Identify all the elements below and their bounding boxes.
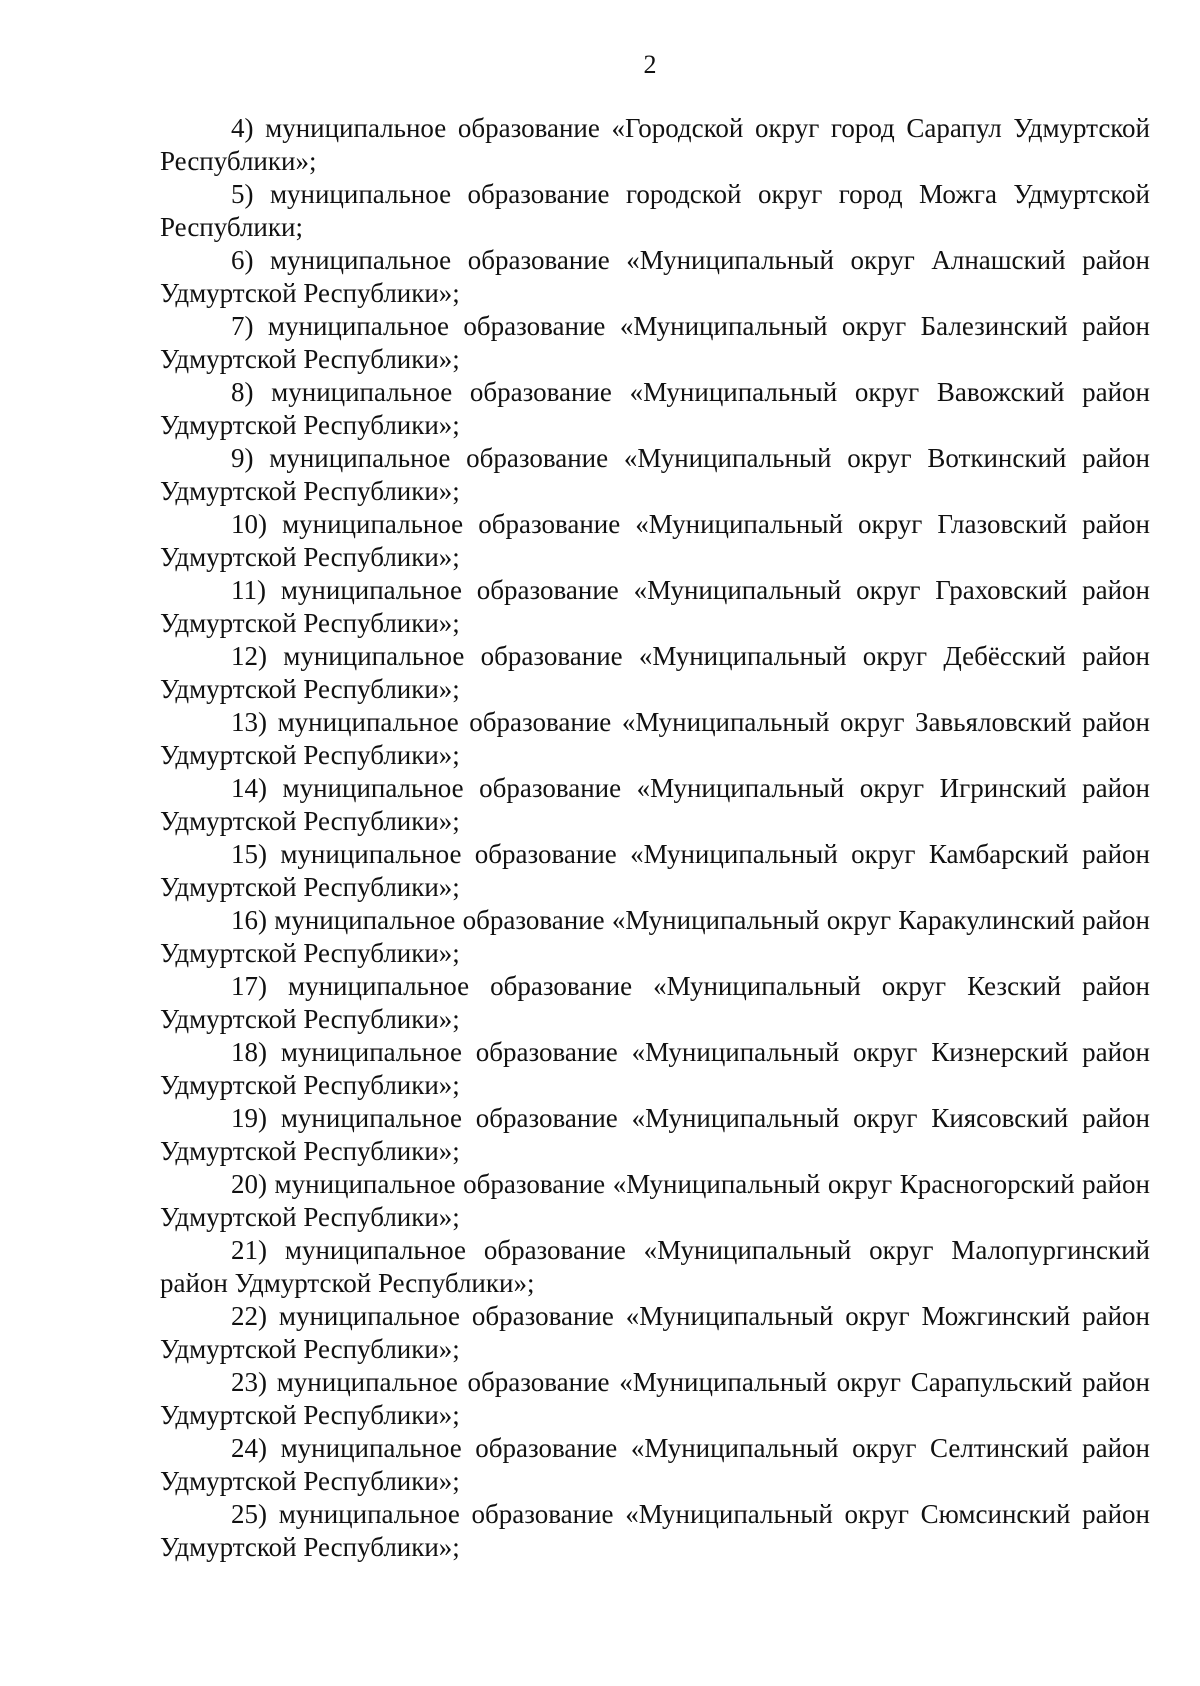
list-item: 9) муниципальное образование «Муниципальный округ Воткинский район Удмуртской Республики»; [160, 443, 1150, 506]
list-item: 12) муниципальное образование «Муниципальный округ Дебёсский район Удмуртской Республики»; [160, 641, 1150, 704]
list-item: 19) муниципальное образование «Муниципальный округ Киясовский район Удмуртской Республики»; [160, 1103, 1150, 1166]
list-item: 21) муниципальное образование «Муниципальный округ Малопургинский район Удмуртской Республики»; [160, 1235, 1150, 1298]
list-item: 20) муниципальное образование «Муниципальный округ Красногорский район Удмуртской Республики»; [160, 1169, 1150, 1232]
list-item: 6) муниципальное образование «Муниципальный округ Алнашский район Удмуртской Республики»; [160, 245, 1150, 308]
page-number: 2 [643, 50, 657, 79]
document-body [160, 112, 1150, 1564]
list-item: 10) муниципальное образование «Муниципальный округ Глазовский район Удмуртской Республики»; [160, 509, 1150, 572]
list-item: 17) муниципальное образование «Муниципальный округ Кезский район Удмуртской Республики»; [160, 971, 1150, 1034]
list-item: 15) муниципальное образование «Муниципальный округ Камбарский район Удмуртской Республики»; [160, 839, 1150, 902]
list-item: 22) муниципальное образование «Муниципальный округ Можгинский район Удмуртской Республики»; [160, 1301, 1150, 1364]
list-item: 7) муниципальное образование «Муниципальный округ Балезинский район Удмуртской Республики»; [160, 311, 1150, 374]
list-item: 18) муниципальное образование «Муниципальный округ Кизнерский район Удмуртской Республики»; [160, 1037, 1150, 1100]
list-item: 5) муниципальное образование городской округ город Можга Удмуртской Республики; [160, 179, 1150, 242]
list-item: 16) муниципальное образование «Муниципальный округ Каракулинский район Удмуртской Республики»; [160, 905, 1150, 968]
list-item: 25) муниципальное образование «Муниципальный округ Сюмсинский район Удмуртской Республики»; [160, 1499, 1150, 1562]
list-item: 13) муниципальное образование «Муниципальный округ Завьяловский район Удмуртской Республики»; [160, 707, 1150, 770]
list-item: 23) муниципальное образование «Муниципальный округ Сарапульский район Удмуртской Республики»; [160, 1367, 1150, 1430]
list-item: 4) муниципальное образование «Городской округ город Сарапул Удмуртской Республики»; [160, 113, 1150, 176]
list-item: 24) муниципальное образование «Муниципальный округ Селтинский район Удмуртской Республики»; [160, 1433, 1150, 1496]
list-item: 11) муниципальное образование «Муниципальный округ Граховский район Удмуртской Республики»; [160, 575, 1150, 638]
list-item: 14) муниципальное образование «Муниципальный округ Игринский район Удмуртской Республики»; [160, 773, 1150, 836]
list-item: 8) муниципальное образование «Муниципальный округ Вавожский район Удмуртской Республики»; [160, 377, 1150, 440]
